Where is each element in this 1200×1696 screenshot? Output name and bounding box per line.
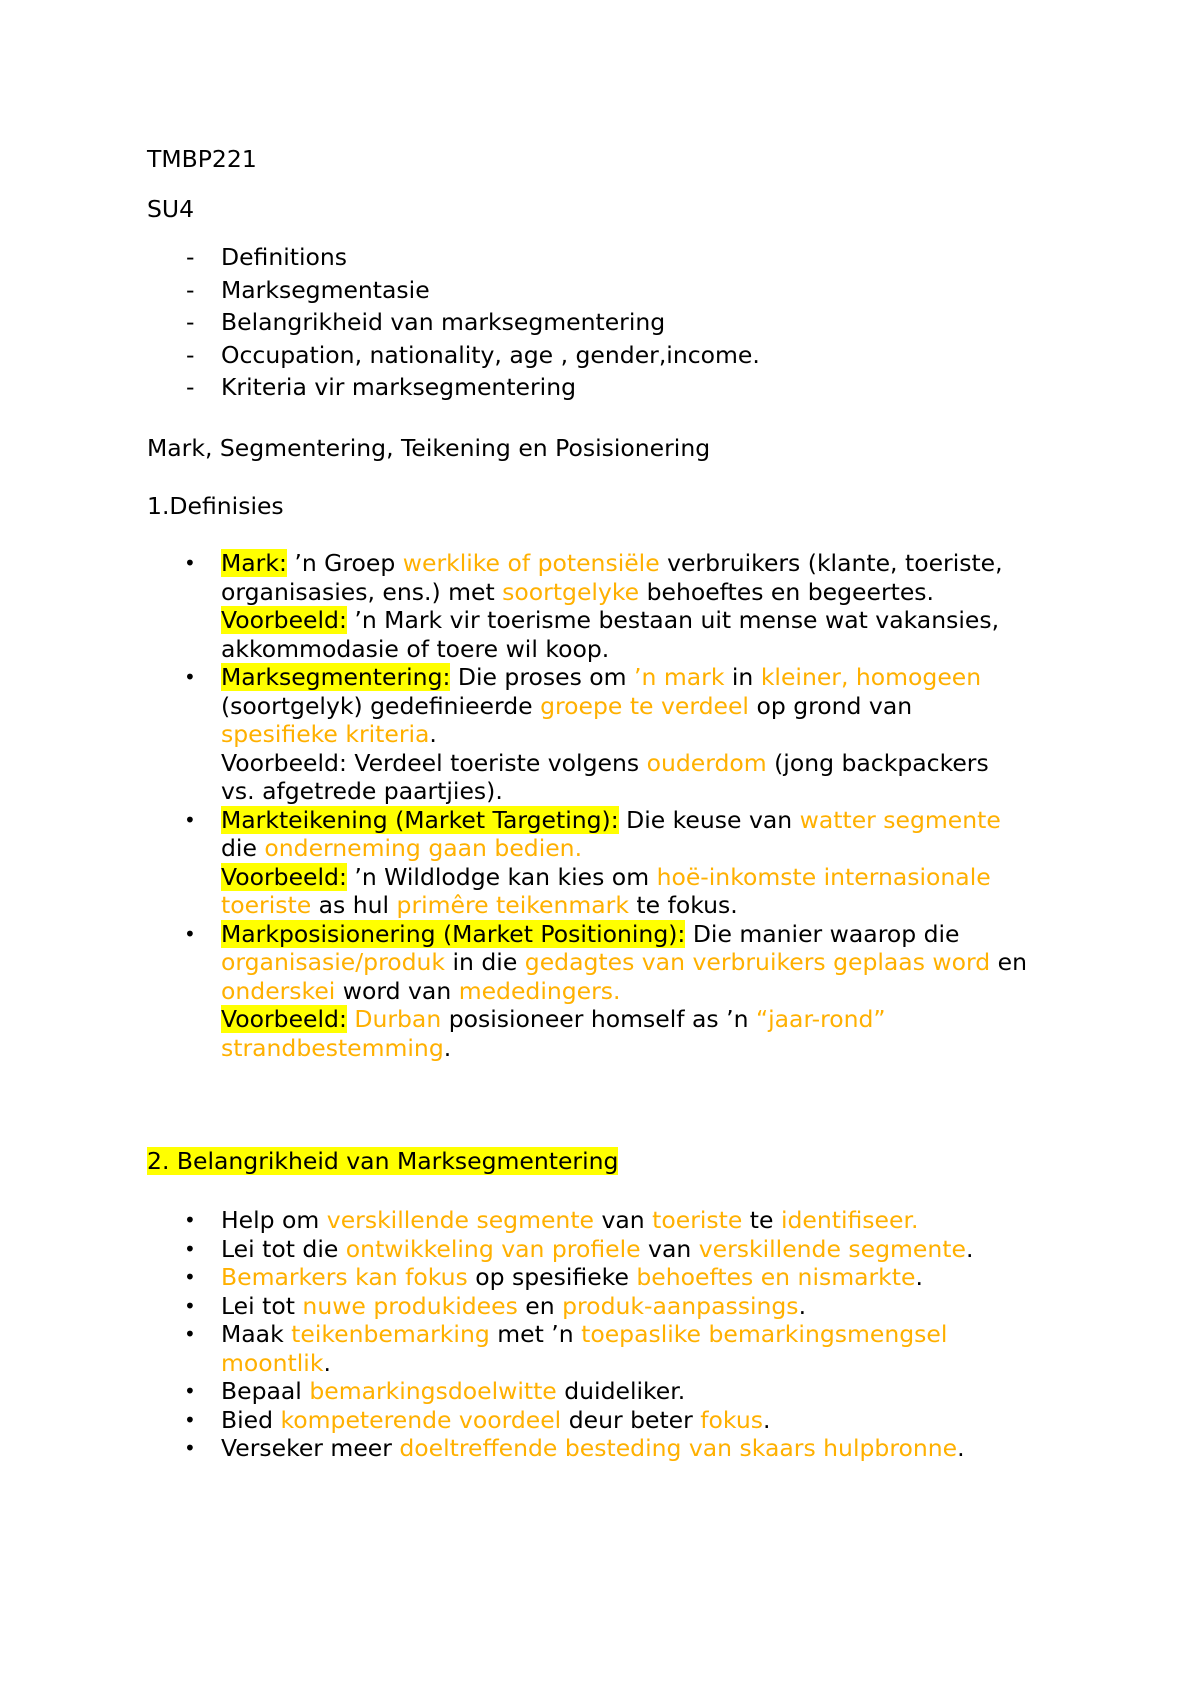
- emphasis-text: ontwikkeling van profiele: [345, 1234, 641, 1263]
- outline-item: [0, 243, 760, 276]
- bullet-marker: •: [184, 665, 196, 689]
- emphasis-text: organisasie/produk: [221, 948, 446, 976]
- emphasis-text: mededingers.: [458, 976, 621, 1005]
- text-run: te: [742, 1206, 781, 1234]
- outline-item: [0, 373, 760, 406]
- bullet-marker: •: [184, 1208, 196, 1232]
- text-run: Bied: [221, 1405, 281, 1434]
- text-line: [221, 720, 1027, 749]
- text-line: [221, 578, 1027, 607]
- text-run: .: [957, 1434, 965, 1462]
- bullet-marker: •: [184, 1265, 196, 1289]
- text-line: [221, 1434, 973, 1463]
- text-line: [221, 1406, 973, 1435]
- importance-heading: [147, 1147, 618, 1176]
- emphasis-text: strandbestemming: [221, 1033, 444, 1062]
- emphasis-text: identifiseer.: [780, 1206, 919, 1234]
- text-run: ’n Groep: [286, 549, 403, 577]
- text-line: [221, 1034, 1027, 1063]
- text-run: .: [323, 1348, 331, 1377]
- text-run: .: [915, 1263, 923, 1291]
- text-run: vs. afgetrede paartjies).: [221, 777, 503, 805]
- dash-marker: -: [186, 308, 195, 337]
- highlighted-term: Marksegmentering:: [221, 663, 451, 691]
- emphasis-text: ’n mark: [634, 663, 725, 691]
- emphasis-text: Durban: [354, 1005, 442, 1033]
- text-run: op spesifieke: [467, 1263, 637, 1291]
- text-line: [221, 948, 1027, 977]
- text-line: [221, 977, 1027, 1006]
- emphasis-text: “jaar-rond”: [755, 1005, 886, 1033]
- bullet-item: [0, 1235, 973, 1264]
- text-line: [221, 606, 1027, 635]
- text-run: deur beter: [561, 1405, 701, 1434]
- text-run: Verseker meer: [221, 1434, 400, 1462]
- emphasis-text: toeriste: [221, 891, 312, 919]
- text-run: organisasies, ens.) met: [221, 577, 503, 606]
- text-run: Voorbeeld: Verdeel toeriste volgens: [221, 748, 647, 777]
- emphasis-text: groepe te verdeel: [540, 691, 749, 720]
- emphasis-text: moontlik: [221, 1348, 324, 1377]
- document-title: TMBP221: [147, 145, 257, 173]
- emphasis-text: toeriste: [652, 1206, 743, 1234]
- emphasis-text: spesifieke kriteria: [221, 720, 430, 748]
- emphasis-text: verskillende segmente: [326, 1206, 594, 1234]
- text-run: duideliker.: [556, 1377, 686, 1405]
- outline-item-text: Marksegmentasie: [221, 275, 430, 304]
- text-line: [221, 1377, 973, 1406]
- text-run: van: [594, 1206, 653, 1234]
- emphasis-text: fokus: [700, 1405, 763, 1434]
- bullet-marker: •: [184, 1322, 196, 1346]
- bullet-marker: •: [184, 921, 196, 946]
- text-line: [221, 1320, 973, 1349]
- highlighted-term: Markposisionering (Market Positioning):: [221, 919, 686, 948]
- dash-marker: -: [186, 373, 195, 402]
- outline-item-text: Kriteria vir marksegmentering: [221, 373, 577, 402]
- emphasis-text: gedagtes van verbruikers geplaas word: [524, 948, 991, 976]
- bullet-marker: •: [184, 1436, 196, 1460]
- text-run: .: [965, 1234, 974, 1263]
- bullet-marker: •: [184, 807, 196, 832]
- text-line: [221, 1005, 1027, 1034]
- document-subtitle: SU4: [147, 195, 195, 223]
- text-run: en: [990, 948, 1028, 976]
- emphasis-text: primêre teikenmark: [396, 891, 629, 919]
- text-run: (jong backpackers: [766, 748, 989, 777]
- bullet-item: [0, 1263, 973, 1292]
- bullet-marker: •: [184, 1236, 196, 1261]
- text-run: Lei tot: [221, 1291, 303, 1320]
- emphasis-text: kleiner, homogeen: [760, 663, 982, 691]
- highlighted-term: Voorbeeld:: [221, 1005, 347, 1033]
- bullet-marker: •: [184, 1293, 196, 1318]
- importance-list: [0, 1206, 973, 1463]
- text-line: [221, 834, 1027, 863]
- text-run: .: [798, 1291, 807, 1320]
- bullet-item: [0, 1292, 973, 1321]
- text-run: te fokus.: [628, 891, 738, 919]
- outline-item-text: Definitions: [221, 243, 348, 271]
- emphasis-text: bemarkingsdoelwitte: [309, 1377, 557, 1405]
- text-line: [221, 663, 1027, 692]
- bullet-item: [0, 1377, 973, 1406]
- emphasis-text: hoë-inkomste internasionale: [656, 862, 991, 891]
- text-run: Lei tot die: [221, 1234, 346, 1263]
- dash-marker: -: [186, 275, 195, 304]
- outline-item: [0, 276, 760, 309]
- bullet-item: [0, 1320, 973, 1377]
- text-line: [221, 920, 1027, 949]
- outline-list: [0, 243, 760, 406]
- bullet-item: [0, 920, 1027, 1063]
- emphasis-text: soortgelyke: [502, 577, 640, 606]
- emphasis-text: doeltreffende besteding van skaars hulpbronne: [399, 1434, 958, 1462]
- text-run: as hul: [311, 891, 397, 919]
- text-line: [221, 1206, 973, 1235]
- definitions-heading: 1.Definisies: [147, 492, 284, 520]
- text-line: [221, 891, 1027, 920]
- dash-marker: -: [186, 243, 195, 271]
- text-run: akkommodasie of toere wil koop.: [221, 634, 610, 663]
- text-line: [221, 692, 1027, 721]
- text-line: [221, 806, 1027, 835]
- outline-item-text: Occupation, nationality, age , gender,income.: [221, 340, 760, 369]
- text-run: behoeftes en begeertes.: [639, 577, 934, 606]
- text-run: Die keuse van: [618, 805, 800, 834]
- emphasis-text: kompeterende voordeel: [280, 1405, 562, 1434]
- bullet-item: [0, 549, 1027, 663]
- text-run: word van: [335, 976, 459, 1005]
- bullet-marker: •: [184, 1379, 196, 1403]
- text-run: Help om: [221, 1206, 327, 1234]
- text-run: verbruikers (klante, toeriste,: [659, 549, 1003, 577]
- emphasis-text: produk-aanpassings: [562, 1291, 799, 1320]
- bullet-marker: •: [184, 551, 196, 575]
- highlighted-term: Voorbeeld:: [221, 862, 347, 891]
- emphasis-text: behoeftes en nismarkte: [636, 1263, 916, 1291]
- text-run: in: [724, 663, 761, 691]
- text-line: [221, 1349, 973, 1378]
- emphasis-text: nuwe produkidees: [302, 1291, 518, 1320]
- text-line: [221, 1263, 973, 1292]
- emphasis-text: watter segmente: [799, 805, 1001, 834]
- importance-heading-text: 2. Belangrikheid van Marksegmentering: [147, 1147, 619, 1175]
- outline-item: [0, 308, 760, 341]
- text-line: [221, 749, 1027, 778]
- text-run: (soortgelyk) gedefinieerde: [221, 691, 541, 720]
- outline-item: [0, 341, 760, 374]
- text-line: [221, 1292, 973, 1321]
- emphasis-text: teikenbemarking: [291, 1320, 490, 1348]
- text-run: ’n Wildlodge kan kies om: [346, 862, 657, 891]
- bullet-item: [0, 1206, 973, 1235]
- text-run: Maak: [221, 1320, 292, 1348]
- emphasis-text: werklike of potensiële: [402, 549, 660, 577]
- text-run: .: [443, 1033, 452, 1062]
- text-line: [221, 863, 1027, 892]
- emphasis-text: onderneming gaan bedien.: [264, 834, 583, 862]
- text-run: van: [640, 1234, 699, 1263]
- outline-item-text: Belangrikheid van marksegmentering: [221, 308, 666, 337]
- emphasis-text: ouderdom: [646, 748, 767, 777]
- text-run: en: [517, 1291, 563, 1320]
- bullet-item: [0, 663, 1027, 806]
- emphasis-text: verskillende segmente: [698, 1234, 966, 1263]
- text-run: die: [221, 834, 265, 862]
- text-run: op grond van: [748, 691, 913, 720]
- highlighted-term: Mark:: [221, 549, 287, 577]
- text-run: met ’n: [489, 1320, 582, 1348]
- text-line: [221, 549, 1027, 578]
- highlighted-term: Voorbeeld:: [221, 606, 347, 634]
- text-line: [221, 1235, 973, 1264]
- text-run: ’n Mark vir toerisme bestaan uit mense wat vakansies,: [346, 606, 1000, 634]
- bullet-marker: •: [184, 1407, 196, 1432]
- text-run: posisioneer homself as ’n: [441, 1005, 756, 1033]
- emphasis-text: Bemarkers kan fokus: [221, 1263, 468, 1291]
- text-run: .: [762, 1405, 771, 1434]
- section-heading: Mark, Segmentering, Teikening en Posisionering: [147, 434, 711, 462]
- definitions-list: [0, 549, 1027, 1062]
- bullet-item: [0, 1434, 973, 1463]
- text-run: Bepaal: [221, 1377, 310, 1405]
- text-line: [221, 635, 1027, 664]
- text-run: in die: [445, 948, 525, 976]
- text-run: Die manier waarop die: [685, 919, 960, 948]
- text-run: Die proses om: [450, 663, 635, 691]
- highlighted-term: Markteikening (Market Targeting):: [221, 805, 619, 834]
- emphasis-text: onderskei: [221, 976, 336, 1005]
- bullet-item: [0, 1406, 973, 1435]
- dash-marker: -: [186, 340, 195, 369]
- bullet-item: [0, 806, 1027, 920]
- text-run: .: [429, 720, 437, 748]
- text-line: [221, 777, 1027, 806]
- emphasis-text: toepaslike bemarkingsmengsel: [581, 1320, 948, 1348]
